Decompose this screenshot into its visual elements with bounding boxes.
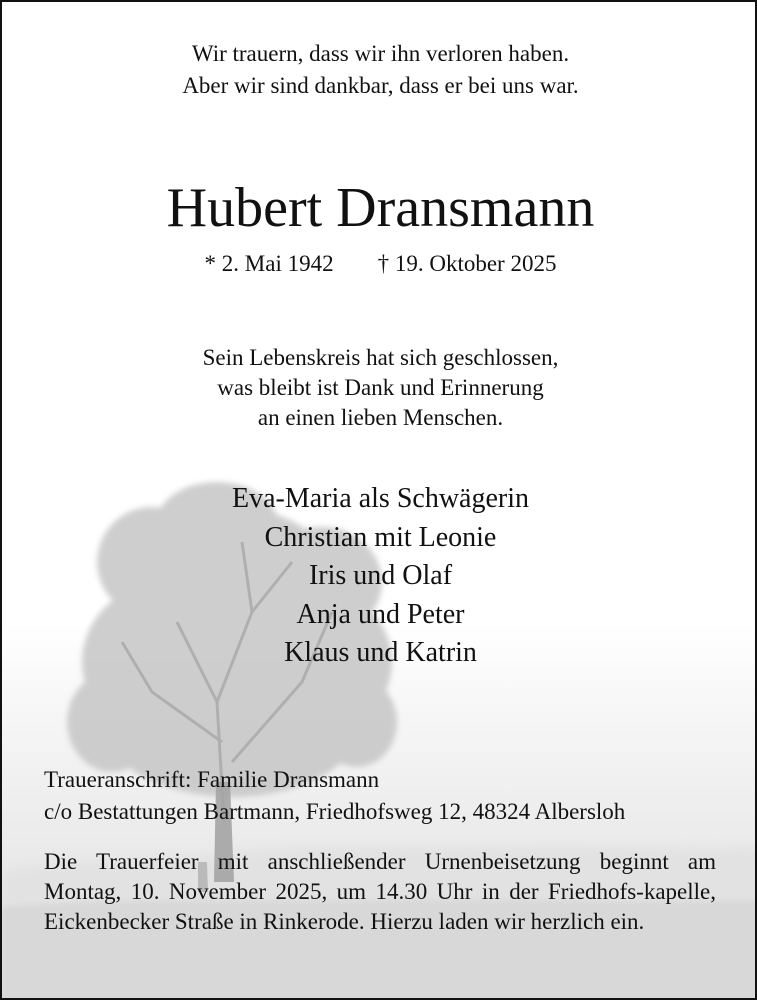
funeral-service-info: Die Trauerfeier mit anschließender Urnenbeisetzung beginnt am Montag, 10. November 2025, um 14.30 Uhr in der Friedhofs-kapelle, Eickenbecker Straße in Rinkerode. Hierzu laden wir herzlich ein. <box>44 849 716 934</box>
mourner: Anja und Peter <box>296 598 465 630</box>
verse-line: an einen lieben Menschen. <box>257 405 504 430</box>
life-dates <box>2 248 757 280</box>
deceased-name: Hubert Dransmann <box>166 177 595 239</box>
address-line: Traueranschrift: Familie Dransmann <box>44 767 380 792</box>
address-line: c/o Bestattungen Bartmann, Friedhofsweg 12, 48324 Albersloh <box>44 799 626 824</box>
motto-line: Aber wir sind dankbar, dass er bei uns war. <box>182 73 579 98</box>
birth-date: * 2. Mai 1942 <box>204 251 334 276</box>
memorial-verse <box>2 343 757 433</box>
mourners-list <box>2 480 757 673</box>
mourning-address <box>44 764 716 828</box>
mourner: Klaus und Katrin <box>284 637 477 668</box>
death-date: † 19. Oktober 2025 <box>377 251 557 276</box>
mourner: Eva-Maria als Schwägerin <box>232 483 529 514</box>
mourner: Christian mit Leonie <box>264 521 497 553</box>
motto-line: Wir trauern, dass wir ihn verloren haben. <box>191 41 570 66</box>
verse-line: Sein Lebenskreis hat sich geschlossen, <box>202 345 559 370</box>
verse-line: was bleibt ist Dank und Erinnerung <box>217 375 544 400</box>
motto <box>2 38 757 102</box>
mourner: Iris und Olaf <box>308 560 453 591</box>
